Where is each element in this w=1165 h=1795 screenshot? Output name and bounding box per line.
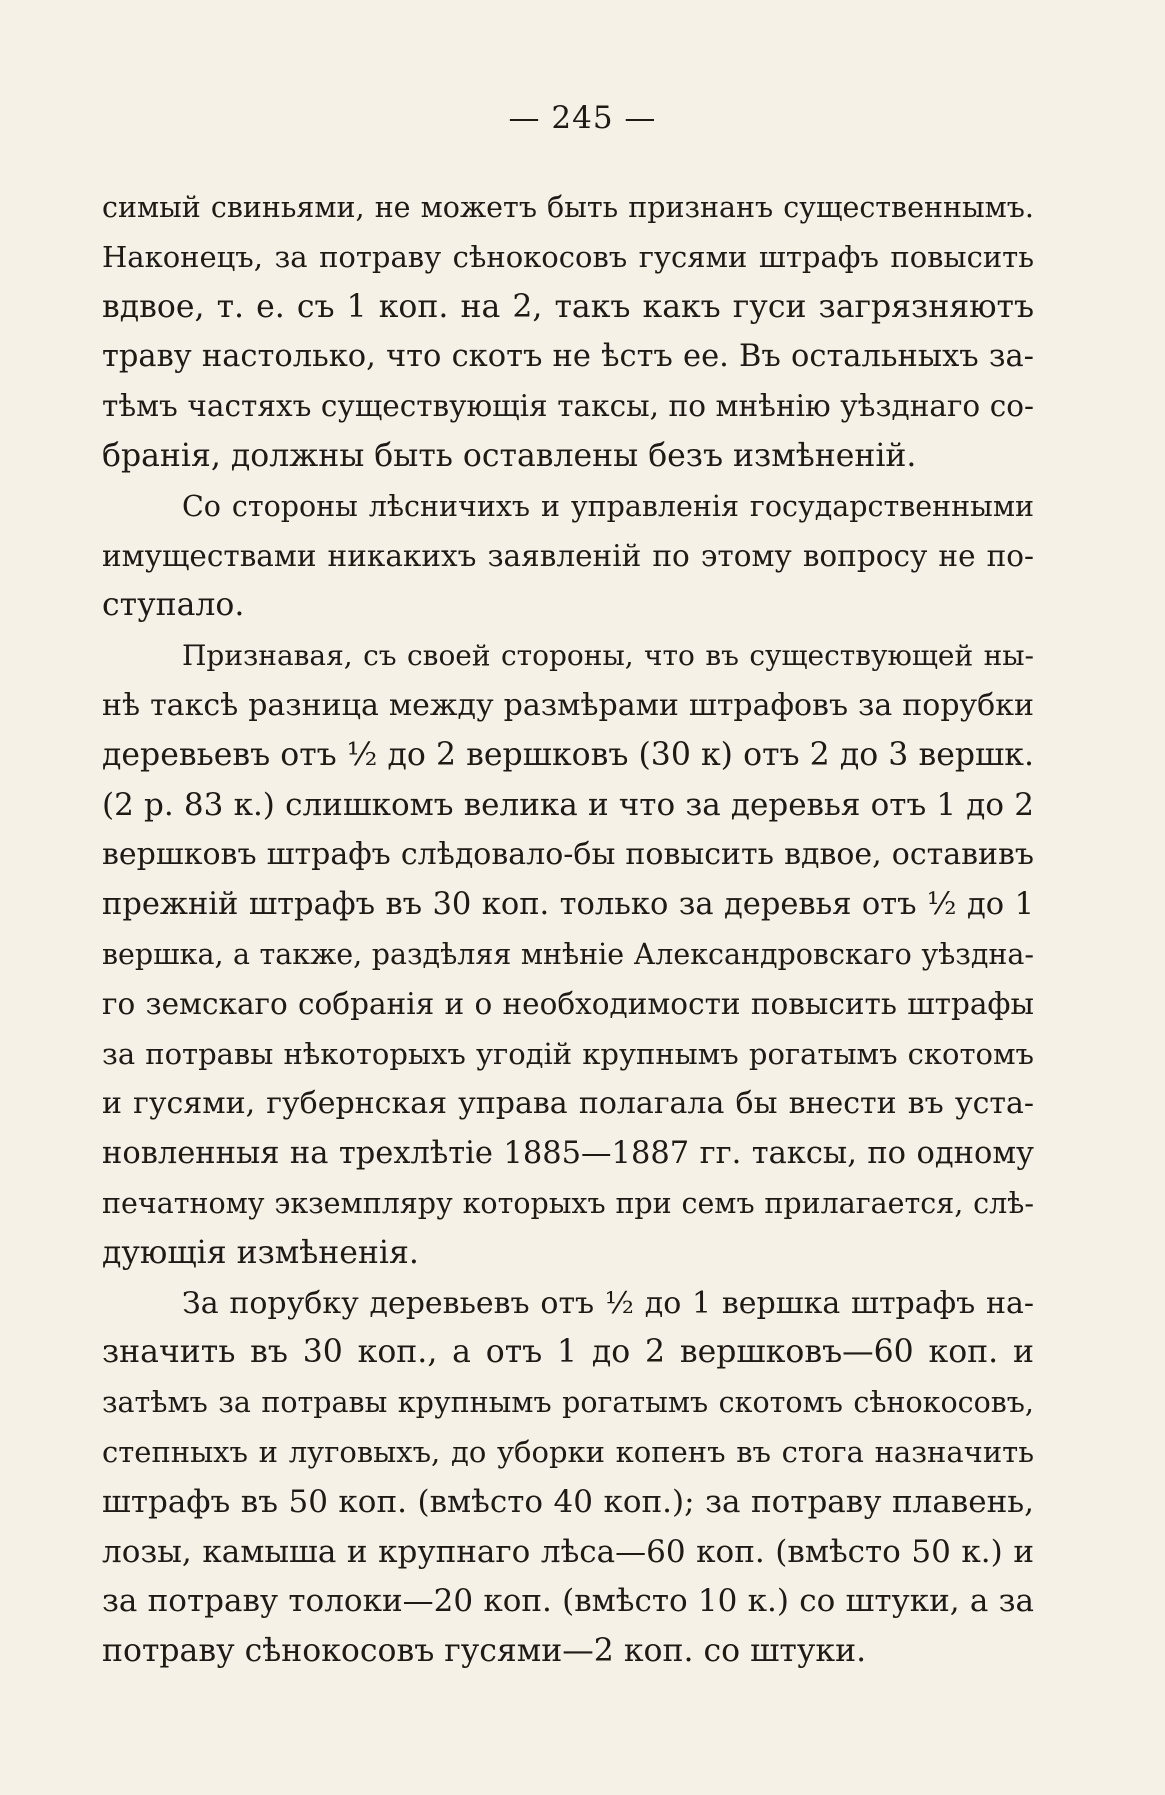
body-text: [102, 183, 1034, 1677]
page-number: — 245 —: [508, 100, 657, 136]
text-line: лозы, камыша и крупнаго лѣса—60 коп. (вмѣсто 50 к.) и: [102, 1533, 1034, 1570]
text-line: (2 р. 83 к.) слишкомъ велика и что за деревья отъ 1 до 2: [102, 786, 1034, 823]
text-line: За порубку деревьевъ отъ ½ до 1 вершка штрафъ на-: [182, 1285, 1034, 1321]
text-line: имуществами никакихъ заявленій по этому вопросу не по-: [102, 538, 1034, 573]
text-line: Наконецъ, за потраву сѣнокосовъ гусями штрафъ повысить: [102, 239, 1034, 274]
text-line: деревьевъ отъ ½ до 2 вершковъ (30 к) отъ 2 до 3 вершк.: [102, 736, 1034, 773]
text-line: печатному экземпляру которыхъ при семъ прилагается, слѣ-: [102, 1186, 1034, 1220]
text-line: степныхъ и луговыхъ, до уборки копенъ въ стога назначить: [102, 1434, 1034, 1469]
text-line: потраву сѣнокосовъ гусями—2 коп. со штуки.: [102, 1633, 867, 1670]
text-line: Со стороны лѣсничихъ и управленія государственными: [182, 489, 1034, 523]
text-line: вдвое, т. е. съ 1 коп. на 2, такъ какъ гуси загрязняютъ: [102, 288, 1034, 325]
text-line: вершка, а также, раздѣляя мнѣніе Александровскаго уѣздна-: [102, 937, 1034, 971]
text-line: новленныя на трехлѣтіе 1885—1887 гг. таксы, по одному: [102, 1136, 1034, 1172]
text-line: и гусями, губернская управа полагала бы внести въ уста-: [102, 1086, 1034, 1122]
text-line: вершковъ штрафъ слѣдовало-бы повысить вдвое, оставивъ: [102, 837, 1034, 873]
text-line: го земскаго собранія и о необходимости повысить штрафы: [102, 986, 1034, 1021]
text-line: значить въ 30 коп., а отъ 1 до 2 вершковъ—60 коп. и: [102, 1334, 1034, 1371]
text-line: штрафъ въ 50 коп. (вмѣсто 40 коп.); за потраву плавень,: [102, 1483, 1034, 1520]
text-line: дующія измѣненія.: [102, 1234, 419, 1271]
text-line: симый свиньями, не можетъ быть признанъ существеннымъ.: [102, 191, 1034, 224]
text-line: за потравы нѣкоторыхъ угодій крупнымъ рогатымъ скотомъ: [102, 1036, 1034, 1071]
text-line: бранія, должны быть оставлены безъ измѣненій.: [102, 437, 917, 474]
text-line: затѣмъ за потравы крупнымъ рогатымъ скотомъ сѣнокосовъ,: [102, 1386, 1034, 1420]
text-line: ступало.: [102, 587, 245, 624]
text-line: за потраву толоки—20 коп. (вмѣсто 10 к.) со штуки, а за: [102, 1583, 1034, 1620]
text-line: Признавая, съ своей стороны, что въ существующей ны-: [182, 639, 1034, 673]
text-line: тѣмъ частяхъ существующія таксы, по мнѣнію уѣзднаго со-: [102, 389, 1034, 424]
text-line: прежній штрафъ въ 30 коп. только за деревья отъ ½ до 1: [102, 887, 1034, 923]
text-line: траву настолько, что скотъ не ѣстъ ее. Въ остальныхъ за-: [102, 339, 1034, 375]
text-line: нѣ таксѣ разница между размѣрами штрафовъ за порубки: [102, 687, 1034, 723]
